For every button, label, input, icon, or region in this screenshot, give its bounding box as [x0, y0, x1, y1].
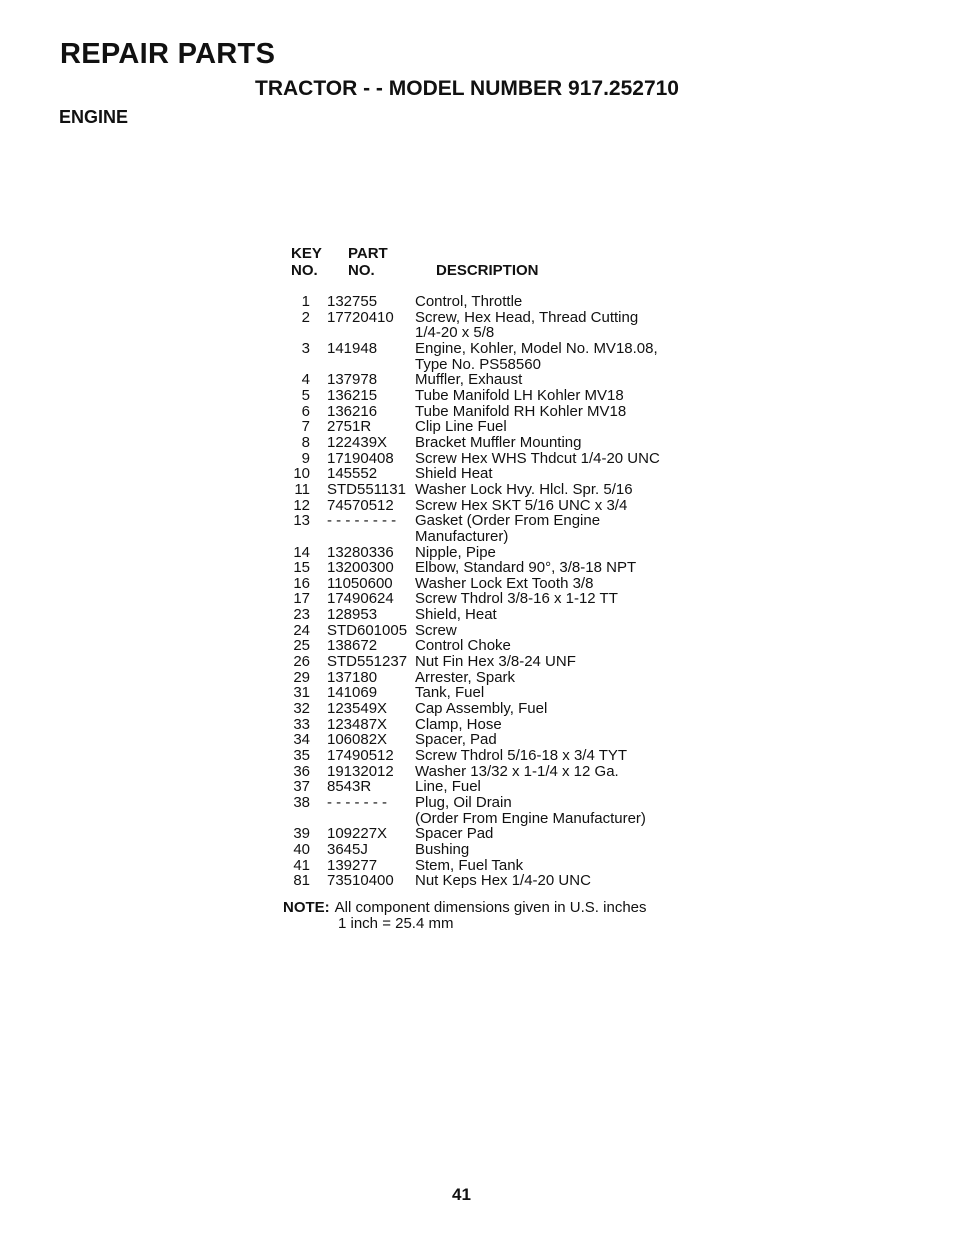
table-row: [280, 513, 740, 544]
note-line1: All component dimensions given in U.S. inches: [334, 899, 647, 916]
part-no-cell: 11050600: [327, 574, 393, 592]
key-header-line1: KEY: [291, 245, 322, 262]
description-cell: [415, 388, 740, 404]
key-no-cell: 1: [301, 293, 310, 310]
table-row: [280, 873, 740, 889]
description-cell: [415, 748, 740, 764]
part-no-header: [348, 245, 388, 279]
description-cell: [415, 779, 740, 795]
description-cell: [415, 701, 740, 717]
part-no-cell: 123549X: [327, 700, 388, 718]
description-line: Bracket Muffler Mounting: [415, 433, 582, 451]
table-row: [280, 685, 740, 701]
table-row: [280, 560, 740, 576]
description-cell: [415, 576, 740, 592]
description-line: Type No. PS58560: [415, 355, 541, 373]
description-line: Nipple, Pipe: [415, 543, 496, 561]
key-no-cell: 40: [293, 840, 310, 858]
key-no-cell: 10: [293, 465, 310, 483]
table-row: [280, 779, 740, 795]
description-line: 1/4-20 x 5/8: [415, 324, 495, 342]
key-no-cell: 5: [301, 386, 310, 404]
key-no-cell: 39: [293, 825, 310, 843]
parts-table: [280, 294, 740, 889]
table-row: [280, 404, 740, 420]
part-no-cell: 74570512: [327, 496, 394, 514]
description-line: Arrester, Spark: [415, 668, 516, 686]
description-cell: [415, 341, 740, 372]
description-line: Washer Lock Hvy. Hlcl. Spr. 5/16: [415, 480, 633, 498]
key-no-cell: 17: [293, 590, 310, 608]
part-no-cell: 136216: [327, 402, 378, 420]
table-row: [280, 419, 740, 435]
key-no-cell: 3: [301, 339, 310, 357]
description-header: DESCRIPTION: [436, 262, 539, 279]
part-no-cell: 137180: [327, 668, 378, 686]
description-cell: [415, 545, 740, 561]
part-no-cell: - - - - - - -: [327, 794, 387, 811]
table-row: [280, 482, 740, 498]
part-header-line2: NO.: [348, 262, 375, 279]
table-row: [280, 638, 740, 654]
part-no-cell: 141948: [327, 339, 378, 357]
description-cell: [415, 858, 740, 874]
table-row: [280, 764, 740, 780]
description-cell: [415, 435, 740, 451]
key-no-header: [291, 245, 322, 279]
description-line: Line, Fuel: [415, 778, 481, 796]
key-header-line2: NO.: [291, 262, 318, 279]
description-line: Control, Throttle: [415, 293, 523, 310]
description-line: Nut Keps Hex 1/4-20 UNC: [415, 872, 591, 890]
part-no-cell: 136215: [327, 386, 378, 404]
part-no-cell: 8543R: [327, 778, 372, 796]
key-no-cell: 31: [293, 684, 310, 702]
page-number: 41: [452, 1185, 471, 1204]
table-row: [280, 858, 740, 874]
description-cell: [415, 685, 740, 701]
description-line: Tank, Fuel: [415, 684, 485, 702]
table-row: [280, 826, 740, 842]
part-no-cell: 17190408: [327, 449, 394, 467]
part-no-cell: 106082X: [327, 731, 388, 749]
description-cell: [415, 482, 740, 498]
table-row: [280, 795, 740, 826]
key-no-cell: 26: [293, 653, 310, 671]
description-cell: [415, 826, 740, 842]
description-cell: [415, 560, 740, 576]
table-row: [280, 576, 740, 592]
part-no-cell: 17720410: [327, 308, 394, 326]
part-no-cell: 2751R: [327, 418, 372, 436]
part-no-cell: - - - - - - - -: [327, 512, 397, 530]
key-no-cell: 12: [293, 496, 310, 514]
description-cell: [415, 607, 740, 623]
description-line: Spacer, Pad: [415, 731, 497, 749]
note-line2: 1 inch = 25.4 mm: [338, 915, 454, 932]
description-cell: [415, 404, 740, 420]
part-no-cell: 19132012: [327, 762, 394, 780]
part-no-cell: STD551237: [327, 653, 408, 671]
key-no-cell: 81: [293, 872, 310, 890]
key-no-cell: 13: [293, 512, 310, 530]
description-cell: [415, 873, 740, 889]
key-no-cell: 14: [293, 543, 310, 561]
description-line: Engine, Kohler, Model No. MV18.08,: [415, 339, 658, 357]
description-line: Cap Assembly, Fuel: [415, 700, 548, 718]
key-no-cell: 9: [301, 449, 310, 467]
key-no-cell: 24: [293, 621, 310, 639]
key-no-cell: 6: [301, 402, 310, 420]
key-no-cell: 38: [293, 794, 310, 811]
description-line: Elbow, Standard 90°, 3/8-18 NPT: [415, 559, 637, 577]
key-no-cell: 16: [293, 574, 310, 592]
part-no-cell: 137978: [327, 371, 378, 389]
part-no-cell: 17490624: [327, 590, 394, 608]
key-no-cell: 15: [293, 559, 310, 577]
description-line: Muffler, Exhaust: [415, 371, 523, 389]
description-line: Nut Fin Hex 3/8-24 UNF: [415, 653, 576, 671]
description-cell: [415, 732, 740, 748]
part-no-cell: STD601005: [327, 621, 408, 639]
table-row: [280, 294, 740, 310]
description-line: Washer Lock Ext Tooth 3/8: [415, 574, 594, 592]
table-row: [280, 717, 740, 733]
part-no-cell: 138672: [327, 637, 378, 655]
key-no-cell: 33: [293, 715, 310, 733]
key-no-cell: 25: [293, 637, 310, 655]
table-row: [280, 732, 740, 748]
description-cell: [415, 294, 740, 310]
key-no-cell: 2: [301, 308, 310, 326]
description-cell: [415, 419, 740, 435]
key-no-cell: 11: [294, 480, 310, 498]
description-line: Stem, Fuel Tank: [415, 856, 524, 874]
description-cell: [415, 717, 740, 733]
description-line: Plug, Oil Drain: [415, 794, 512, 811]
key-no-cell: 37: [293, 778, 310, 796]
table-row: [280, 701, 740, 717]
description-line: Control Choke: [415, 637, 511, 655]
section-heading: ENGINE: [59, 107, 129, 127]
table-row: [280, 498, 740, 514]
description-cell: [415, 638, 740, 654]
part-no-cell: 122439X: [327, 433, 388, 451]
description-line: Screw Hex SKT 5/16 UNC x 3/4: [415, 496, 628, 514]
table-row: [280, 607, 740, 623]
description-cell: [415, 310, 740, 341]
description-cell: [415, 842, 740, 858]
part-header-line1: PART: [348, 245, 388, 262]
description-line: Washer 13/32 x 1-1/4 x 12 Ga.: [415, 762, 619, 780]
part-no-cell: STD551131: [327, 480, 406, 498]
part-no-cell: 13280336: [327, 543, 394, 561]
part-no-cell: 13200300: [327, 559, 394, 577]
key-no-cell: 4: [301, 371, 310, 389]
part-no-cell: 123487X: [327, 715, 388, 733]
table-row: [280, 623, 740, 639]
description-line: Screw Thdrol 3/8-16 x 1-12 TT: [415, 590, 618, 608]
description-line: Spacer Pad: [415, 825, 494, 843]
part-no-cell: 3645J: [327, 840, 368, 858]
key-no-cell: 8: [301, 433, 310, 451]
description-cell: [415, 795, 740, 826]
table-row: [280, 748, 740, 764]
description-line: Clip Line Fuel: [415, 418, 507, 436]
table-row: [280, 451, 740, 467]
description-line: Screw Thdrol 5/16-18 x 3/4 TYT: [415, 747, 628, 765]
description-line: Clamp, Hose: [415, 715, 502, 733]
key-no-cell: 36: [293, 762, 310, 780]
key-no-cell: 35: [293, 747, 310, 765]
key-no-cell: 32: [293, 700, 310, 718]
description-cell: [415, 764, 740, 780]
key-no-cell: 34: [293, 731, 310, 749]
model-subtitle: TRACTOR - - MODEL NUMBER 917.252710: [255, 77, 679, 100]
description-line: Bushing: [415, 840, 470, 858]
description-line: Gasket (Order From Engine: [415, 512, 601, 530]
table-row: [280, 341, 740, 372]
description-cell: [415, 466, 740, 482]
part-no-cell: 17490512: [327, 747, 394, 765]
description-line: Screw, Hex Head, Thread Cutting: [415, 308, 639, 326]
description-cell: [415, 498, 740, 514]
part-no-cell: 132755: [327, 293, 378, 310]
table-row: [280, 842, 740, 858]
table-row: [280, 388, 740, 404]
table-row: [280, 654, 740, 670]
table-row: [280, 466, 740, 482]
description-line: Tube Manifold LH Kohler MV18: [415, 386, 624, 404]
description-line: Tube Manifold RH Kohler MV18: [415, 402, 627, 420]
table-row: [280, 435, 740, 451]
part-no-cell: 145552: [327, 465, 378, 483]
key-no-cell: 7: [301, 418, 310, 436]
table-row: [280, 591, 740, 607]
table-row: [280, 372, 740, 388]
note-block: [283, 900, 647, 932]
description-cell: [415, 623, 740, 639]
description-cell: [415, 451, 740, 467]
description-line: Screw Hex WHS Thdcut 1/4-20 UNC: [415, 449, 660, 467]
description-cell: [415, 591, 740, 607]
description-cell: [415, 513, 740, 544]
description-line: Screw: [415, 621, 457, 639]
table-row: [280, 545, 740, 561]
description-line: (Order From Engine Manufacturer): [415, 809, 646, 827]
description-cell: [415, 372, 740, 388]
description-cell: [415, 654, 740, 670]
key-no-cell: 41: [293, 856, 310, 874]
description-line: Manufacturer): [415, 527, 509, 545]
description-line: Shield, Heat: [415, 606, 497, 624]
page-title: REPAIR PARTS: [60, 38, 276, 70]
table-row: [280, 310, 740, 341]
table-row: [280, 670, 740, 686]
part-no-cell: 141069: [327, 684, 378, 702]
description-cell: [415, 670, 740, 686]
key-no-cell: 29: [293, 668, 310, 686]
key-no-cell: 23: [293, 606, 310, 624]
note-label: NOTE:: [283, 899, 330, 916]
description-line: Shield Heat: [415, 465, 493, 483]
part-no-cell: 73510400: [327, 872, 394, 890]
part-no-cell: 128953: [327, 606, 378, 624]
part-no-cell: 139277: [327, 856, 378, 874]
part-no-cell: 109227X: [327, 825, 388, 843]
